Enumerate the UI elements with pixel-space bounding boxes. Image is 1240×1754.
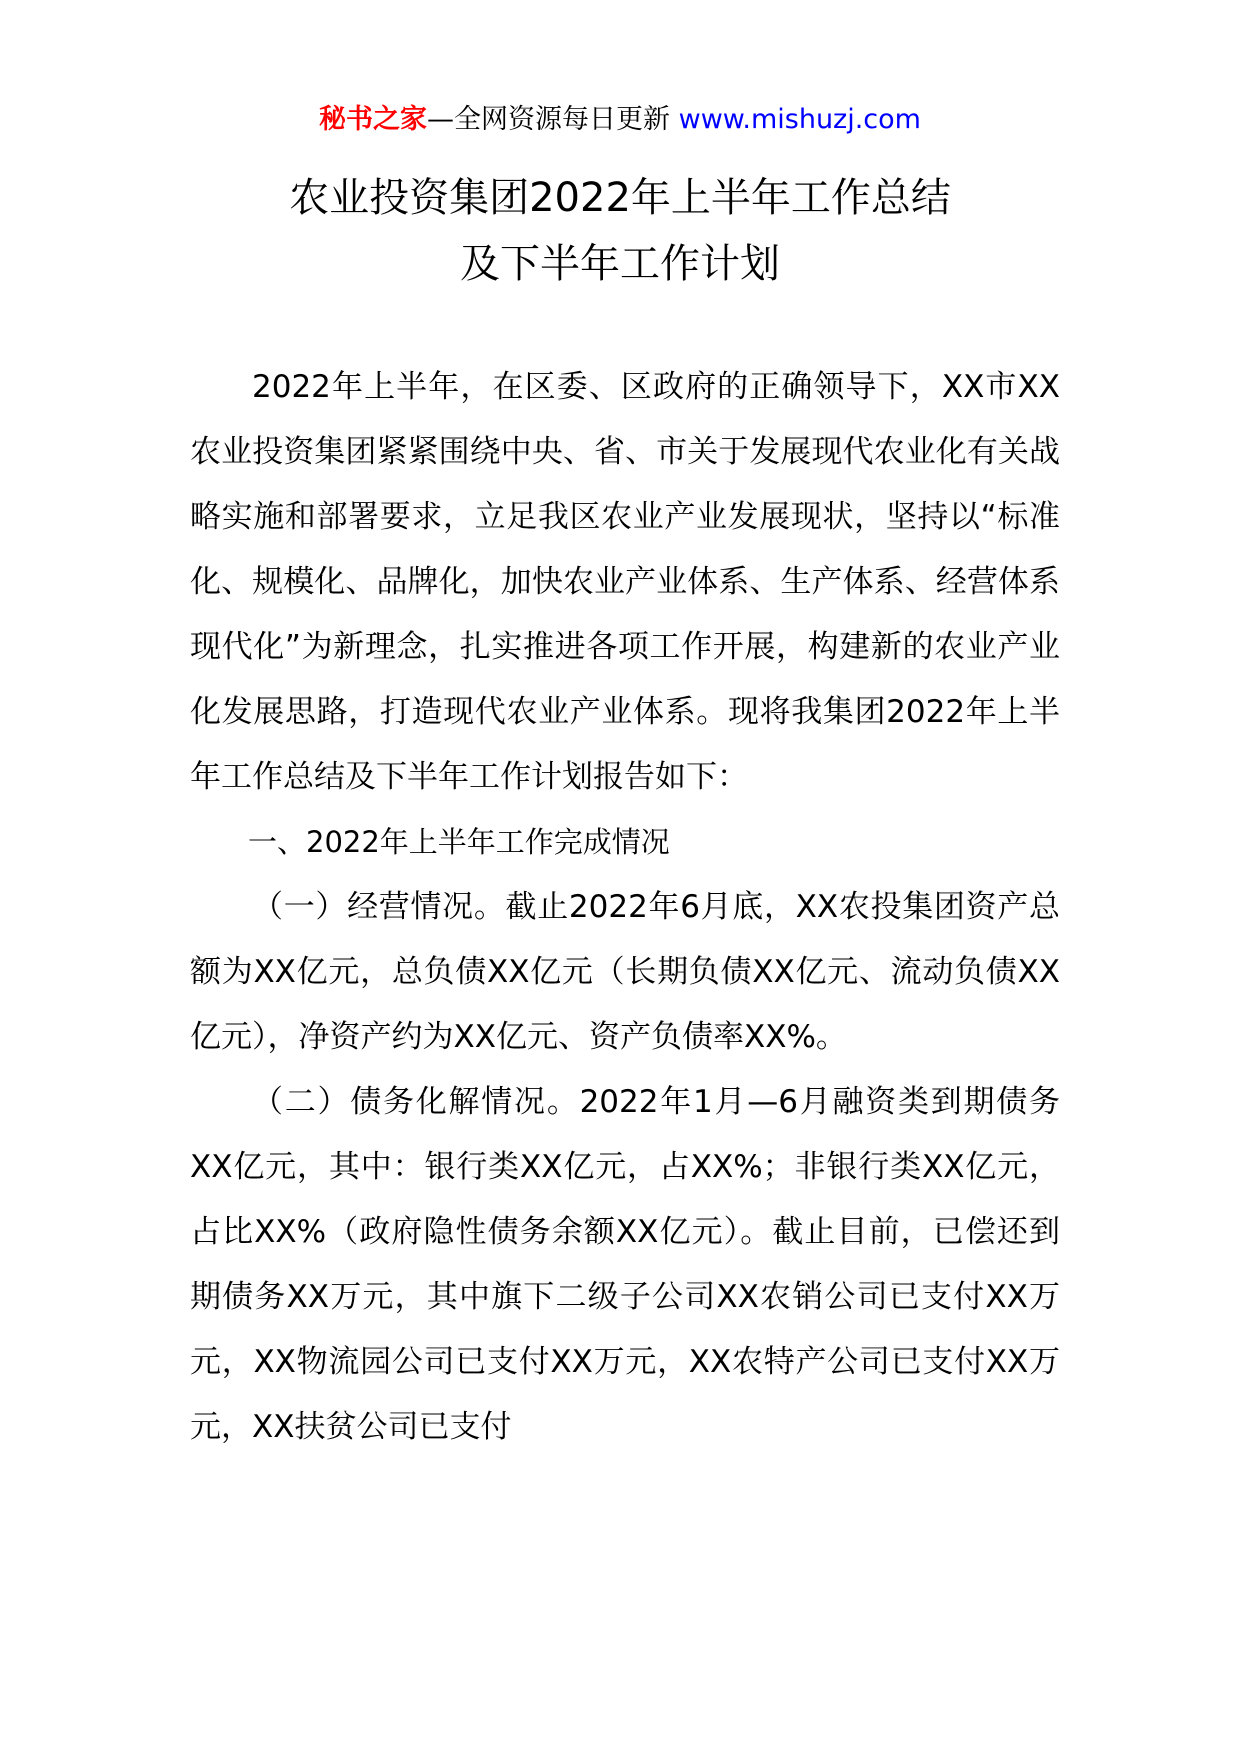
title-line-1: 农业投资集团2022年上半年工作总结: [289, 175, 951, 221]
section-heading: 一、2022年上半年工作完成情况: [248, 825, 670, 859]
operations-paragraph: （一）经营情况。截止2022年6月底，XX农投集团资产总额为XX亿元，总负债XX亿元（长期负债XX亿元、流动负债XX亿元），净资产约为XX亿元、资产负债率XX%。: [190, 889, 1060, 1055]
title-line-2: 及下半年工作计划: [460, 241, 780, 287]
site-url-link[interactable]: www.mishuzj.com: [678, 104, 921, 135]
brand-tagline: —全网资源每日更新: [427, 104, 671, 135]
intro-paragraph: 2022年上半年，在区委、区政府的正确领导下，XX市XX农业投资集团紧紧围绕中央、省、市关于发展现代农业化有关战略实施和部署要求，立足我区农业产业发展现状，坚持以“标准化、规模化、品牌化，加快农业产业体系、生产体系、经营体系现代化”为新理念，扎实推进各项工作开展，构建新的农业产业化发展思路，打造现代农业产业体系。现将我集团2022年上半年工作总结及下半年工作计划报告如下：: [190, 369, 1060, 795]
document-title: [0, 165, 1240, 297]
debt-paragraph: （二）债务化解情况。2022年1月—6月融资类到期债务XX亿元，其中：银行类XX亿元，占XX%；非银行类XX亿元，占比XX%（政府隐性债务余额XX亿元）。截止目前，已偿还到期债务XX万元，其中旗下二级子公司XX农销公司已支付XX万元，XX物流园公司已支付XX万元，XX农特产公司已支付XX万元，XX扶贫公司已支付: [190, 1084, 1060, 1445]
site-banner: [0, 100, 1240, 140]
brand-name: 秘书之家: [319, 104, 428, 135]
document-body: [190, 355, 1060, 1460]
